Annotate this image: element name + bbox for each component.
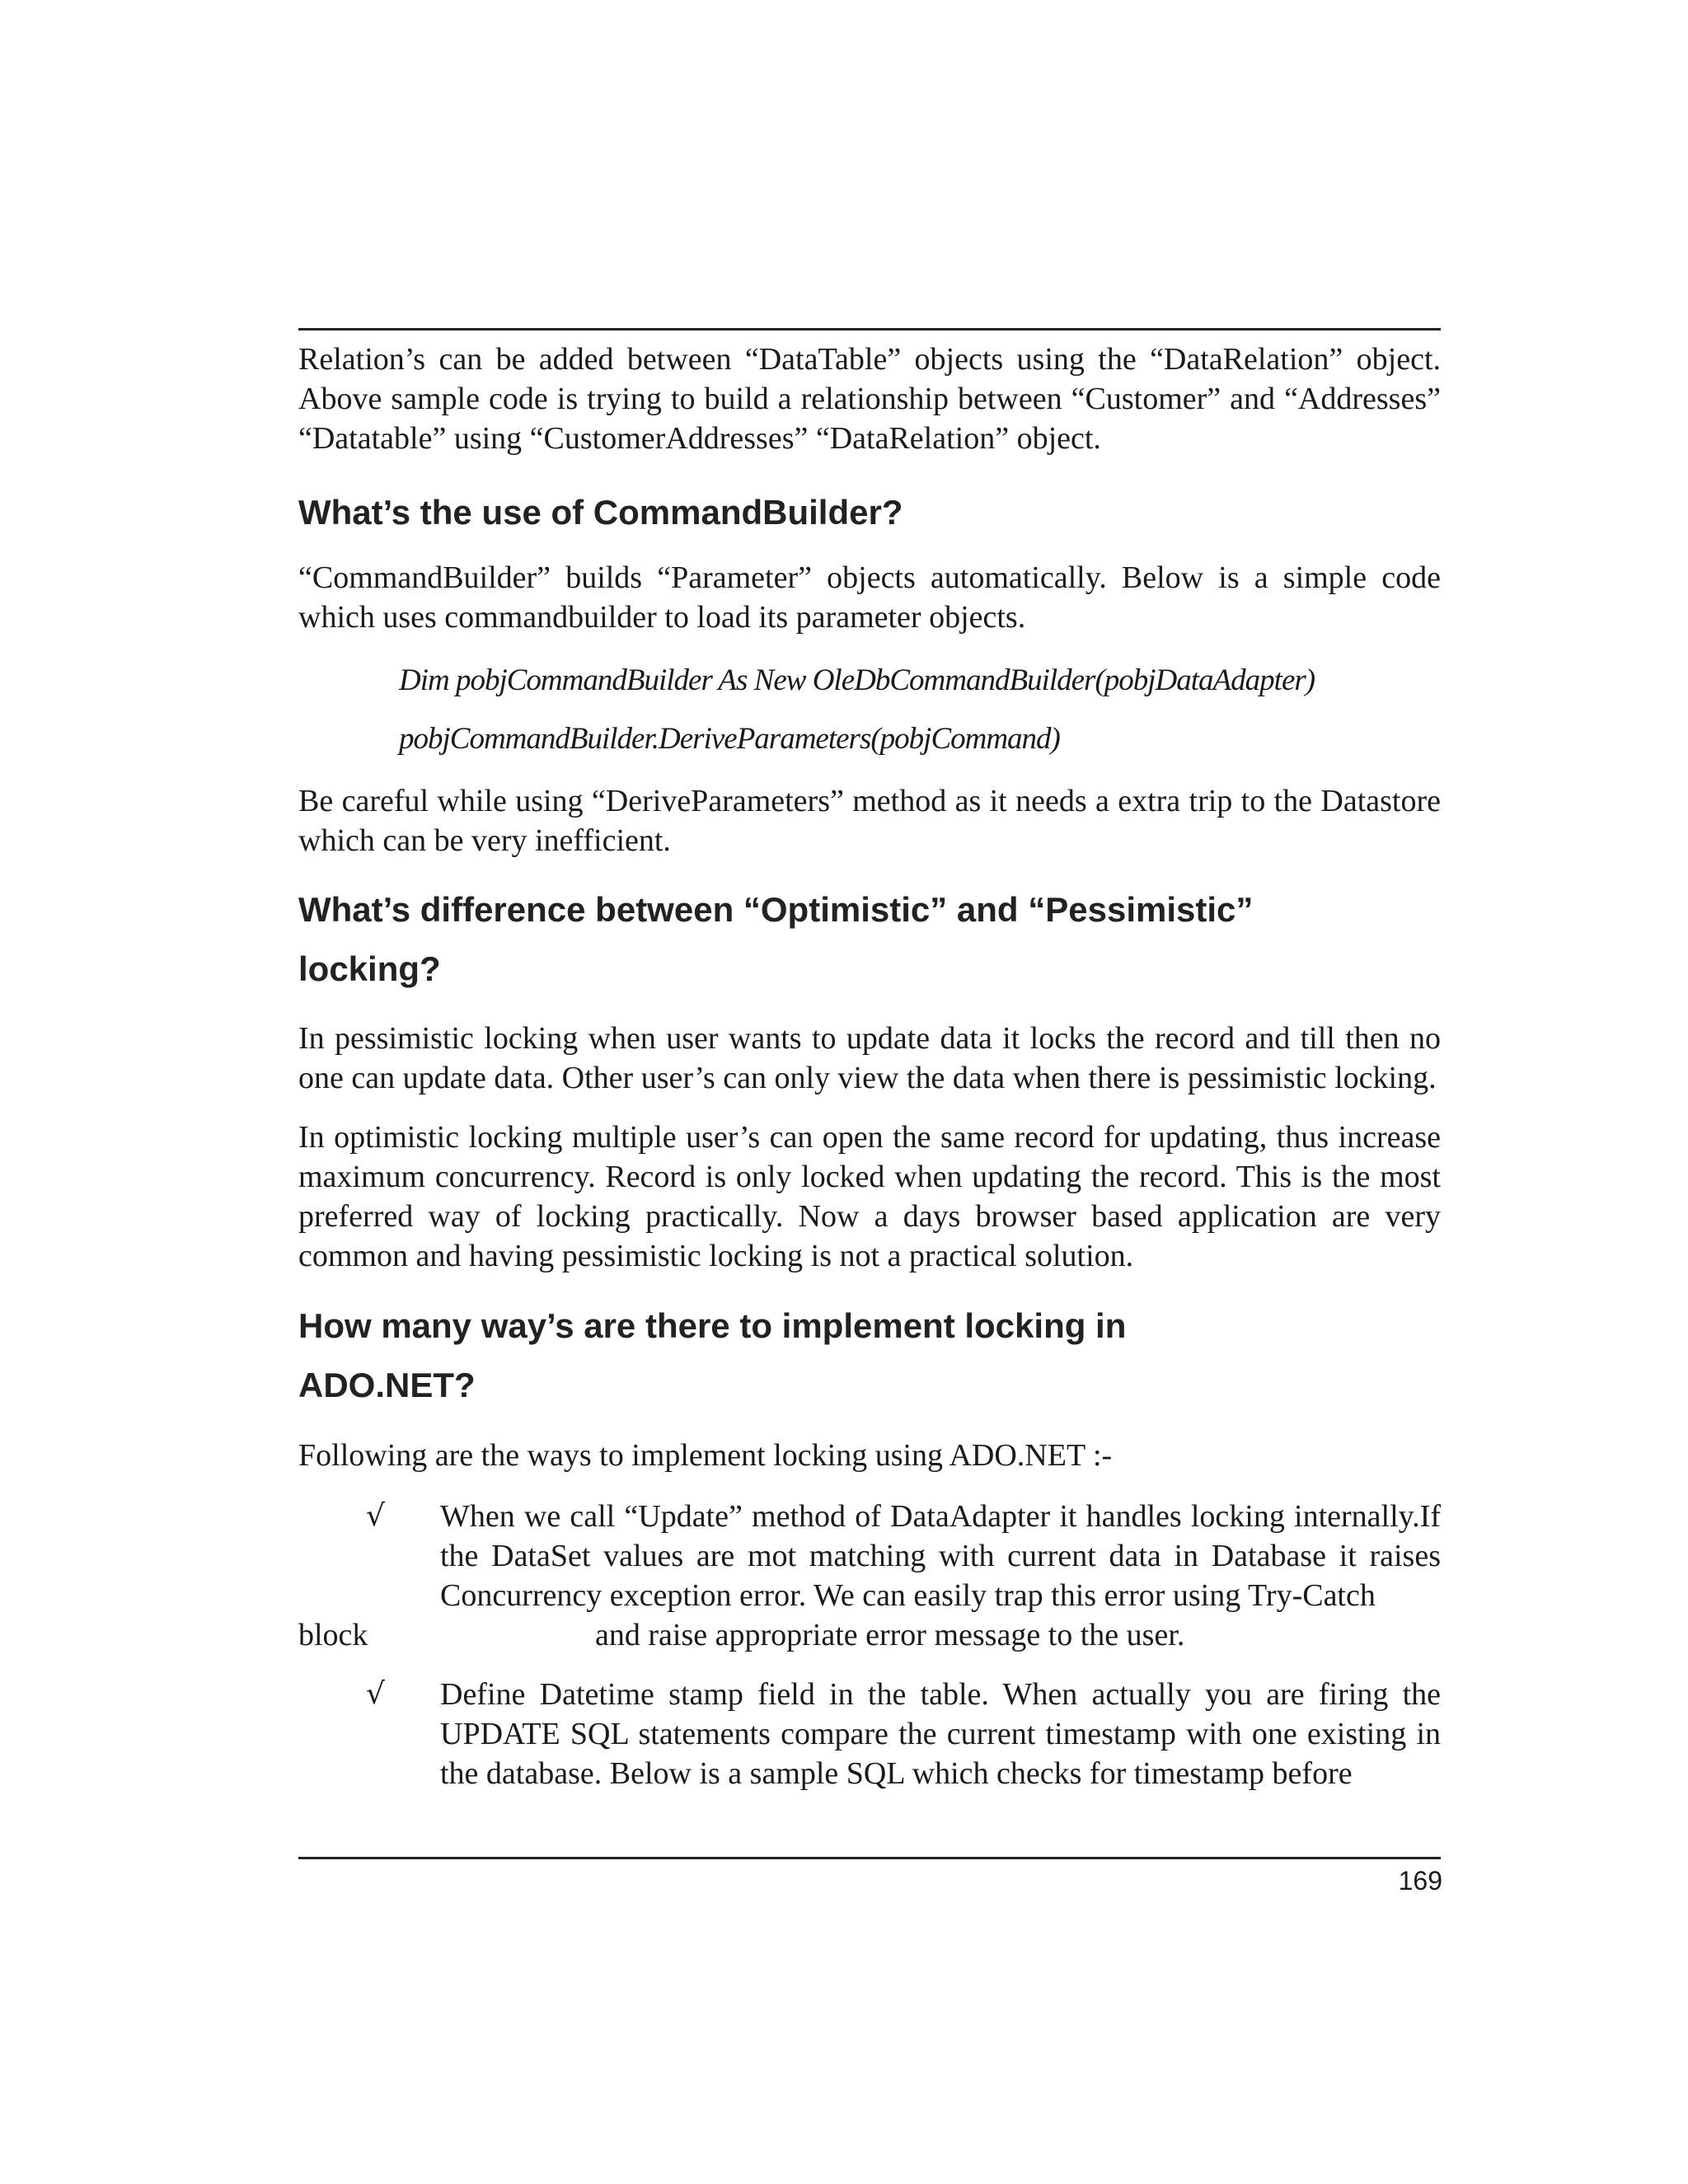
section-locking-heading-block xyxy=(298,880,1441,999)
section-heading: How many way’s are there to implement locking in xyxy=(298,1306,1127,1345)
commandbuilder-paragraph: “CommandBuilder” builds “Parameter” objects automatically. Below is a simple code which uses commandbuilder to load its parameter objects. xyxy=(298,560,1441,635)
optimistic-paragraph-block xyxy=(298,1118,1441,1276)
code-line: pobjCommandBuilder.DeriveParameters(pobjCommand) xyxy=(399,722,1060,756)
code-line: Dim pobjCommandBuilder As New OleDbCommandBuilder(pobjDataAdapter) xyxy=(399,663,1315,697)
section-commandbuilder-heading-block xyxy=(298,483,1441,542)
pessimistic-paragraph-block xyxy=(298,1019,1441,1098)
derive-parameters-paragraph-block xyxy=(298,781,1441,860)
intro-paragraph: Relation’s can be added between “DataTable” objects using the “DataRelation” object. Above sample code is trying to build a relationship between “Customer” and “Addresses” “Datatable” using “CustomerAddresses” “DataRelation” object. xyxy=(298,342,1441,456)
list-item xyxy=(298,1675,1441,1793)
commandbuilder-paragraph-block xyxy=(298,558,1441,637)
pessimistic-paragraph: In pessimistic locking when user wants to update data it locks the record and till then no one can update data. Other user’s can only view the data when there is pessimistic locking. xyxy=(298,1021,1441,1095)
page-number: 169 xyxy=(1398,1866,1442,1896)
derive-parameters-paragraph: Be careful while using “DeriveParameters” method as it needs a extra trip to the Datastore which can be very inefficient. xyxy=(298,784,1441,858)
section-heading: What’s difference between “Optimistic” and “Pessimistic” xyxy=(298,890,1254,929)
check-mark-icon: √ xyxy=(366,1499,385,1533)
section-ado-heading-block xyxy=(298,1296,1441,1415)
optimistic-paragraph: In optimistic locking multiple user’s can open the same record for updating, thus increase maximum concurrency. Record is only locked when updating the record. This is the most preferred way of locking practically. Now a days browser based application are very common and having pessimistic locking is not a practical solution. xyxy=(298,1120,1441,1273)
bottom-rule xyxy=(298,1857,1441,1859)
check-mark-icon: √ xyxy=(366,1677,385,1711)
list-item-text: Define Datetime stamp field in the table. When actually you are firing the UPDATE SQL statements compare the current timestamp with one existing in the database. Below is a sample SQL which checks for timestamp before xyxy=(440,1677,1441,1791)
list-item-tail-left: block xyxy=(298,1618,368,1652)
section-heading-continued: locking? xyxy=(298,949,441,988)
ado-intro-paragraph: Following are the ways to implement locking using ADO.NET :- xyxy=(298,1438,1113,1473)
section-heading-continued: ADO.NET? xyxy=(298,1366,476,1404)
intro-paragraph-block xyxy=(298,340,1441,458)
section-heading: What’s the use of CommandBuilder? xyxy=(298,493,903,532)
ado-intro-paragraph-block xyxy=(298,1436,1441,1475)
list-item xyxy=(298,1497,1441,1652)
list-item-tail-right: and raise appropriate error message to the user. xyxy=(595,1618,1185,1652)
list-item-text: When we call “Update” method of DataAdapter it handles locking internally.If the DataSet values are mot matching with current data in Database it raises Concurrency exception error. We can easily trap this error using Try-Catch xyxy=(440,1499,1441,1613)
top-rule xyxy=(298,328,1441,330)
